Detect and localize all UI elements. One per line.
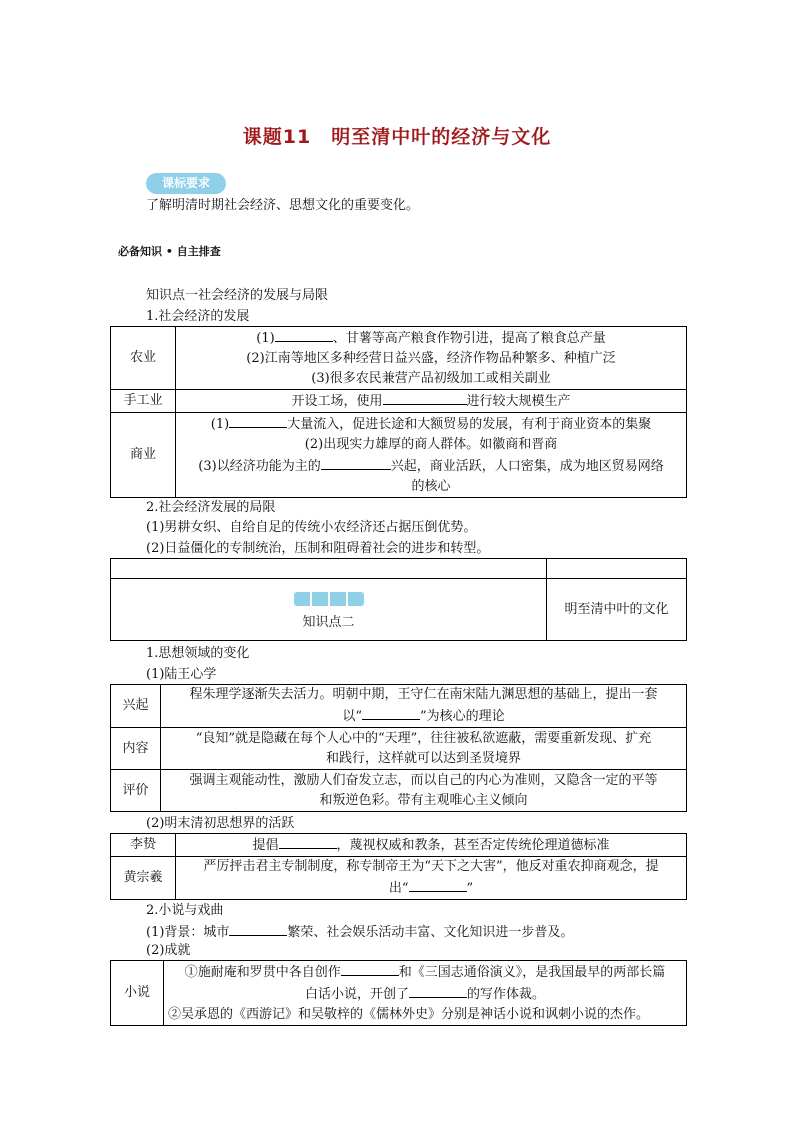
- kp2-sub1a: (1)陆王心学: [146, 667, 217, 682]
- craft-l1a: 开设工场，使用: [291, 394, 383, 409]
- kp2-sub1: 1.思想领域的变化: [146, 646, 250, 661]
- eval-label: 评价: [111, 770, 161, 812]
- blank-comm1[interactable]: [229, 413, 287, 428]
- lizhi-a: 提倡: [252, 838, 279, 853]
- huang-l2b: ”: [466, 881, 474, 896]
- xinxue-table: [110, 684, 687, 812]
- comm-l3c: 的核心: [411, 479, 451, 494]
- lizhi-cell: [176, 834, 687, 857]
- kp2-empty-top: [111, 559, 547, 579]
- rise-l1: 程朱理学逐渐失去活力。明朝中期，王守仁在南宋陆九渊思想的基础上，提出一套: [189, 687, 658, 702]
- kp1-sub2: 2.社会经济发展的局限: [146, 500, 276, 515]
- agri-label: 农业: [111, 327, 176, 390]
- kp2-right: 明至清中叶的文化: [547, 579, 687, 641]
- novel-l3: ②吴承恩的《西游记》和吴敬梓的《儒林外史》分别是神话小说和讽刺小说的杰作。: [168, 1007, 650, 1022]
- content-l2: 和践行，这样就可以达到圣贤境界: [325, 750, 521, 766]
- agri-l2: (2)江南等地区多种经营日益兴盛，经济作物品种繁多、种植广泛: [246, 351, 616, 366]
- limit-1: (1)男耕女织、自给自足的传统小农经济还占据压倒优势。: [146, 520, 477, 535]
- novel-l2b: 的写作体裁。: [467, 987, 546, 1002]
- blank-comm3[interactable]: [321, 455, 391, 470]
- blank-novel2[interactable]: [409, 983, 467, 998]
- novel-table: [110, 960, 687, 1026]
- comm-l3b: 兴起，商业活跃，人口密集，成为地区贸易网络: [390, 459, 664, 474]
- comm-cell: [176, 413, 687, 498]
- blank-craft[interactable]: [383, 390, 467, 405]
- kp2-empty-top-right: [547, 559, 687, 579]
- eval-l1: 强调主观能动性，激励人们奋发立志，而以自己的内心为准则，又隐含一定的平等: [189, 772, 658, 788]
- kp2-label-cell: [111, 579, 547, 641]
- eval-cell: [161, 770, 687, 812]
- rise-l2a: 以“: [342, 709, 362, 724]
- background-line: [146, 921, 573, 943]
- comm-l2: (2)出现实力雄厚的商人群体。如徽商和晋商: [304, 437, 558, 452]
- lizhi-b: ，蔑视权威和教条，甚至否定传统伦理道德标准: [336, 838, 610, 853]
- kp1-sub1: 1.社会经济的发展: [146, 309, 250, 324]
- huang-l1: 严厉抨击君主专制制度，称专制帝王为“天下之大害”，他反对重农抑商观念，提: [203, 859, 659, 874]
- limit-2: (2)日益僵化的专制统治，压制和阻碍着社会的进步和转型。: [146, 541, 490, 556]
- rise-label: 兴起: [111, 685, 161, 728]
- huang-label: 黄宗羲: [111, 857, 176, 900]
- kp2-label: 知识点二: [302, 615, 355, 630]
- comm-label: 商业: [111, 413, 176, 498]
- kp2-decoration: [294, 592, 364, 606]
- craft-cell: [176, 390, 687, 413]
- section-heading: 必备知识 • 自主排查: [118, 245, 221, 258]
- novel-cell: [164, 961, 687, 1026]
- craft-label: 手工业: [111, 390, 176, 413]
- blank-novel1[interactable]: [341, 961, 399, 976]
- kp1-title: 知识点一社会经济的发展与局限: [146, 288, 329, 303]
- content-label: 内容: [111, 728, 161, 770]
- content-cell: [161, 728, 687, 770]
- craft-l1b: 进行较大规模生产: [466, 394, 571, 409]
- blank-lizhi[interactable]: [279, 834, 337, 849]
- kp2-header-table: [110, 558, 687, 641]
- requirement-badge: 课标要求: [146, 173, 226, 194]
- thinkers-table: [110, 833, 687, 900]
- agri-l3: (3)很多农民兼营产品初级加工或相关副业: [311, 371, 551, 386]
- agri-l1b: 、甘薯等高产粮食作物引进，提高了粮食总产量: [332, 331, 606, 346]
- blank-rise[interactable]: [362, 705, 420, 720]
- agri-l1a: (1): [256, 331, 275, 346]
- novel-l1a: ①施耐庵和罗贯中各自创作: [184, 965, 341, 980]
- economy-table: [110, 326, 687, 498]
- comm-l1b: 大量流入，促进长途和大额贸易的发展，有利于商业资本的集聚: [287, 417, 652, 432]
- requirement-text: 了解明清时期社会经济、思想文化的重要变化。: [146, 198, 420, 213]
- novel-l1b: 和《三国志通俗演义》，是我国最早的两部长篇: [398, 965, 666, 980]
- content-l1: “良知”就是隐藏在每个人心中的“天理”，往往被私欲遮蔽，需要重新发现、扩充: [195, 730, 652, 746]
- huang-l2a: 出“: [388, 881, 409, 896]
- novel-l2a: 白话小说，开创了: [304, 987, 409, 1002]
- huang-cell: [176, 857, 687, 900]
- lizhi-label: 李贽: [111, 834, 176, 857]
- blank-agri[interactable]: [275, 327, 333, 342]
- achievement-label: (2)成就: [146, 943, 191, 958]
- comm-l1a: (1): [210, 417, 230, 432]
- eval-l2: 和叛逆色彩。带有主观唯心主义倾向: [319, 792, 528, 808]
- bg-b: 繁荣、社会娱乐活动丰富、文化知识进一步普及。: [287, 925, 574, 940]
- page-title: 课题11 明至清中叶的经济与文化: [242, 126, 552, 148]
- novel-label: 小说: [111, 961, 164, 1026]
- rise-l2b: ”为核心的理论: [420, 709, 505, 724]
- rise-cell: [161, 685, 687, 728]
- bg-a: (1)背景：城市: [146, 925, 230, 940]
- agri-cell: [176, 327, 687, 390]
- blank-bg[interactable]: [229, 921, 287, 936]
- kp2-sub1b: (2)明末清初思想界的活跃: [146, 816, 295, 831]
- blank-huang[interactable]: [409, 877, 467, 892]
- comm-l3a: (3)以经济功能为主的: [198, 459, 321, 474]
- kp2-sub2: 2.小说与戏曲: [146, 903, 224, 918]
